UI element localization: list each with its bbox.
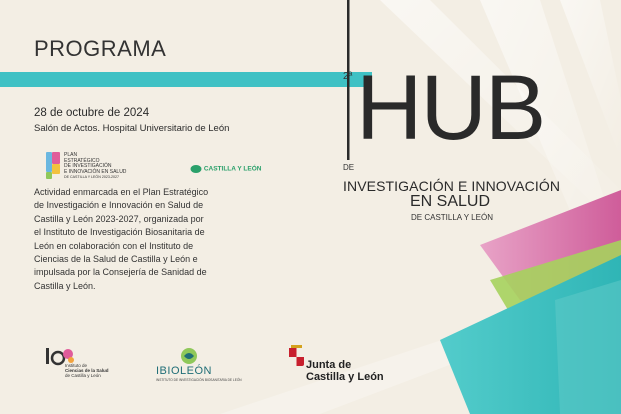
ics-line1: Instituto de [65, 363, 88, 368]
ics-line3: de Castilla y León [65, 373, 101, 379]
event-date: 28 de octubre de 2024 [34, 107, 150, 119]
hub-de: DE [343, 163, 355, 172]
hub-title: HUB [356, 57, 545, 159]
plan-line2: ESTRATÉGICO [64, 157, 100, 164]
ics-line2: Ciencias de la Salud [65, 368, 109, 374]
ibioleon-logo-text: IBIOLEÓN [156, 365, 212, 377]
hub-subtitle-line2: EN SALUD [410, 193, 491, 210]
cyl-logo-text: CASTILLA Y LEÓN [203, 165, 262, 173]
plan-logo-text [64, 153, 126, 181]
programa-title: PROGRAMA [34, 36, 167, 61]
ibioleon-emblem-icon [178, 347, 200, 365]
teal-bar [0, 72, 372, 87]
plan-line3: DE INVESTIGACIÓN [64, 163, 112, 170]
ibioleon-subtitle: INSTITUTO DE INVESTIGACIÓN BIOSANITARIA DE LEÓN [156, 378, 242, 382]
junta-line2: Castilla y León [306, 370, 384, 383]
junta-line1: Junta de [306, 359, 352, 371]
event-venue: Salón de Actos. Hospital Universitario de León [34, 123, 230, 134]
junta-logo-text [306, 360, 384, 383]
hub-subtitle-line3: DE CASTILLA Y LEÓN [411, 213, 493, 222]
hub-subtitle-line1: INVESTIGACIÓN E INNOVACIÓN [343, 178, 561, 194]
plan-line4: E INNOVACIÓN EN SALUD [64, 168, 127, 175]
cyl-leaf-icon [190, 164, 202, 174]
hub-ordinal: 2ª [343, 71, 353, 82]
ics-logo-text [65, 363, 109, 379]
description-text: Actividad enmarcada en el Plan Estratégico de Investigación e Innovación en Salud de Castilla y León 2023-2027, organizada por el Instituto de Investigación Biosanitaria de León en colaboración con el Instituto de Ciencias de la Salud de Castilla y León e impulsada por la Consejería de Sanidad de Castilla y León. [34, 187, 209, 291]
plan-line5: DE CASTILLA Y LEÓN 2023-2027 [64, 175, 120, 180]
plan-line1: PLAN [64, 152, 78, 158]
junta-coat-of-arms-icon [288, 344, 305, 370]
castilla-leon-logo [190, 164, 261, 174]
